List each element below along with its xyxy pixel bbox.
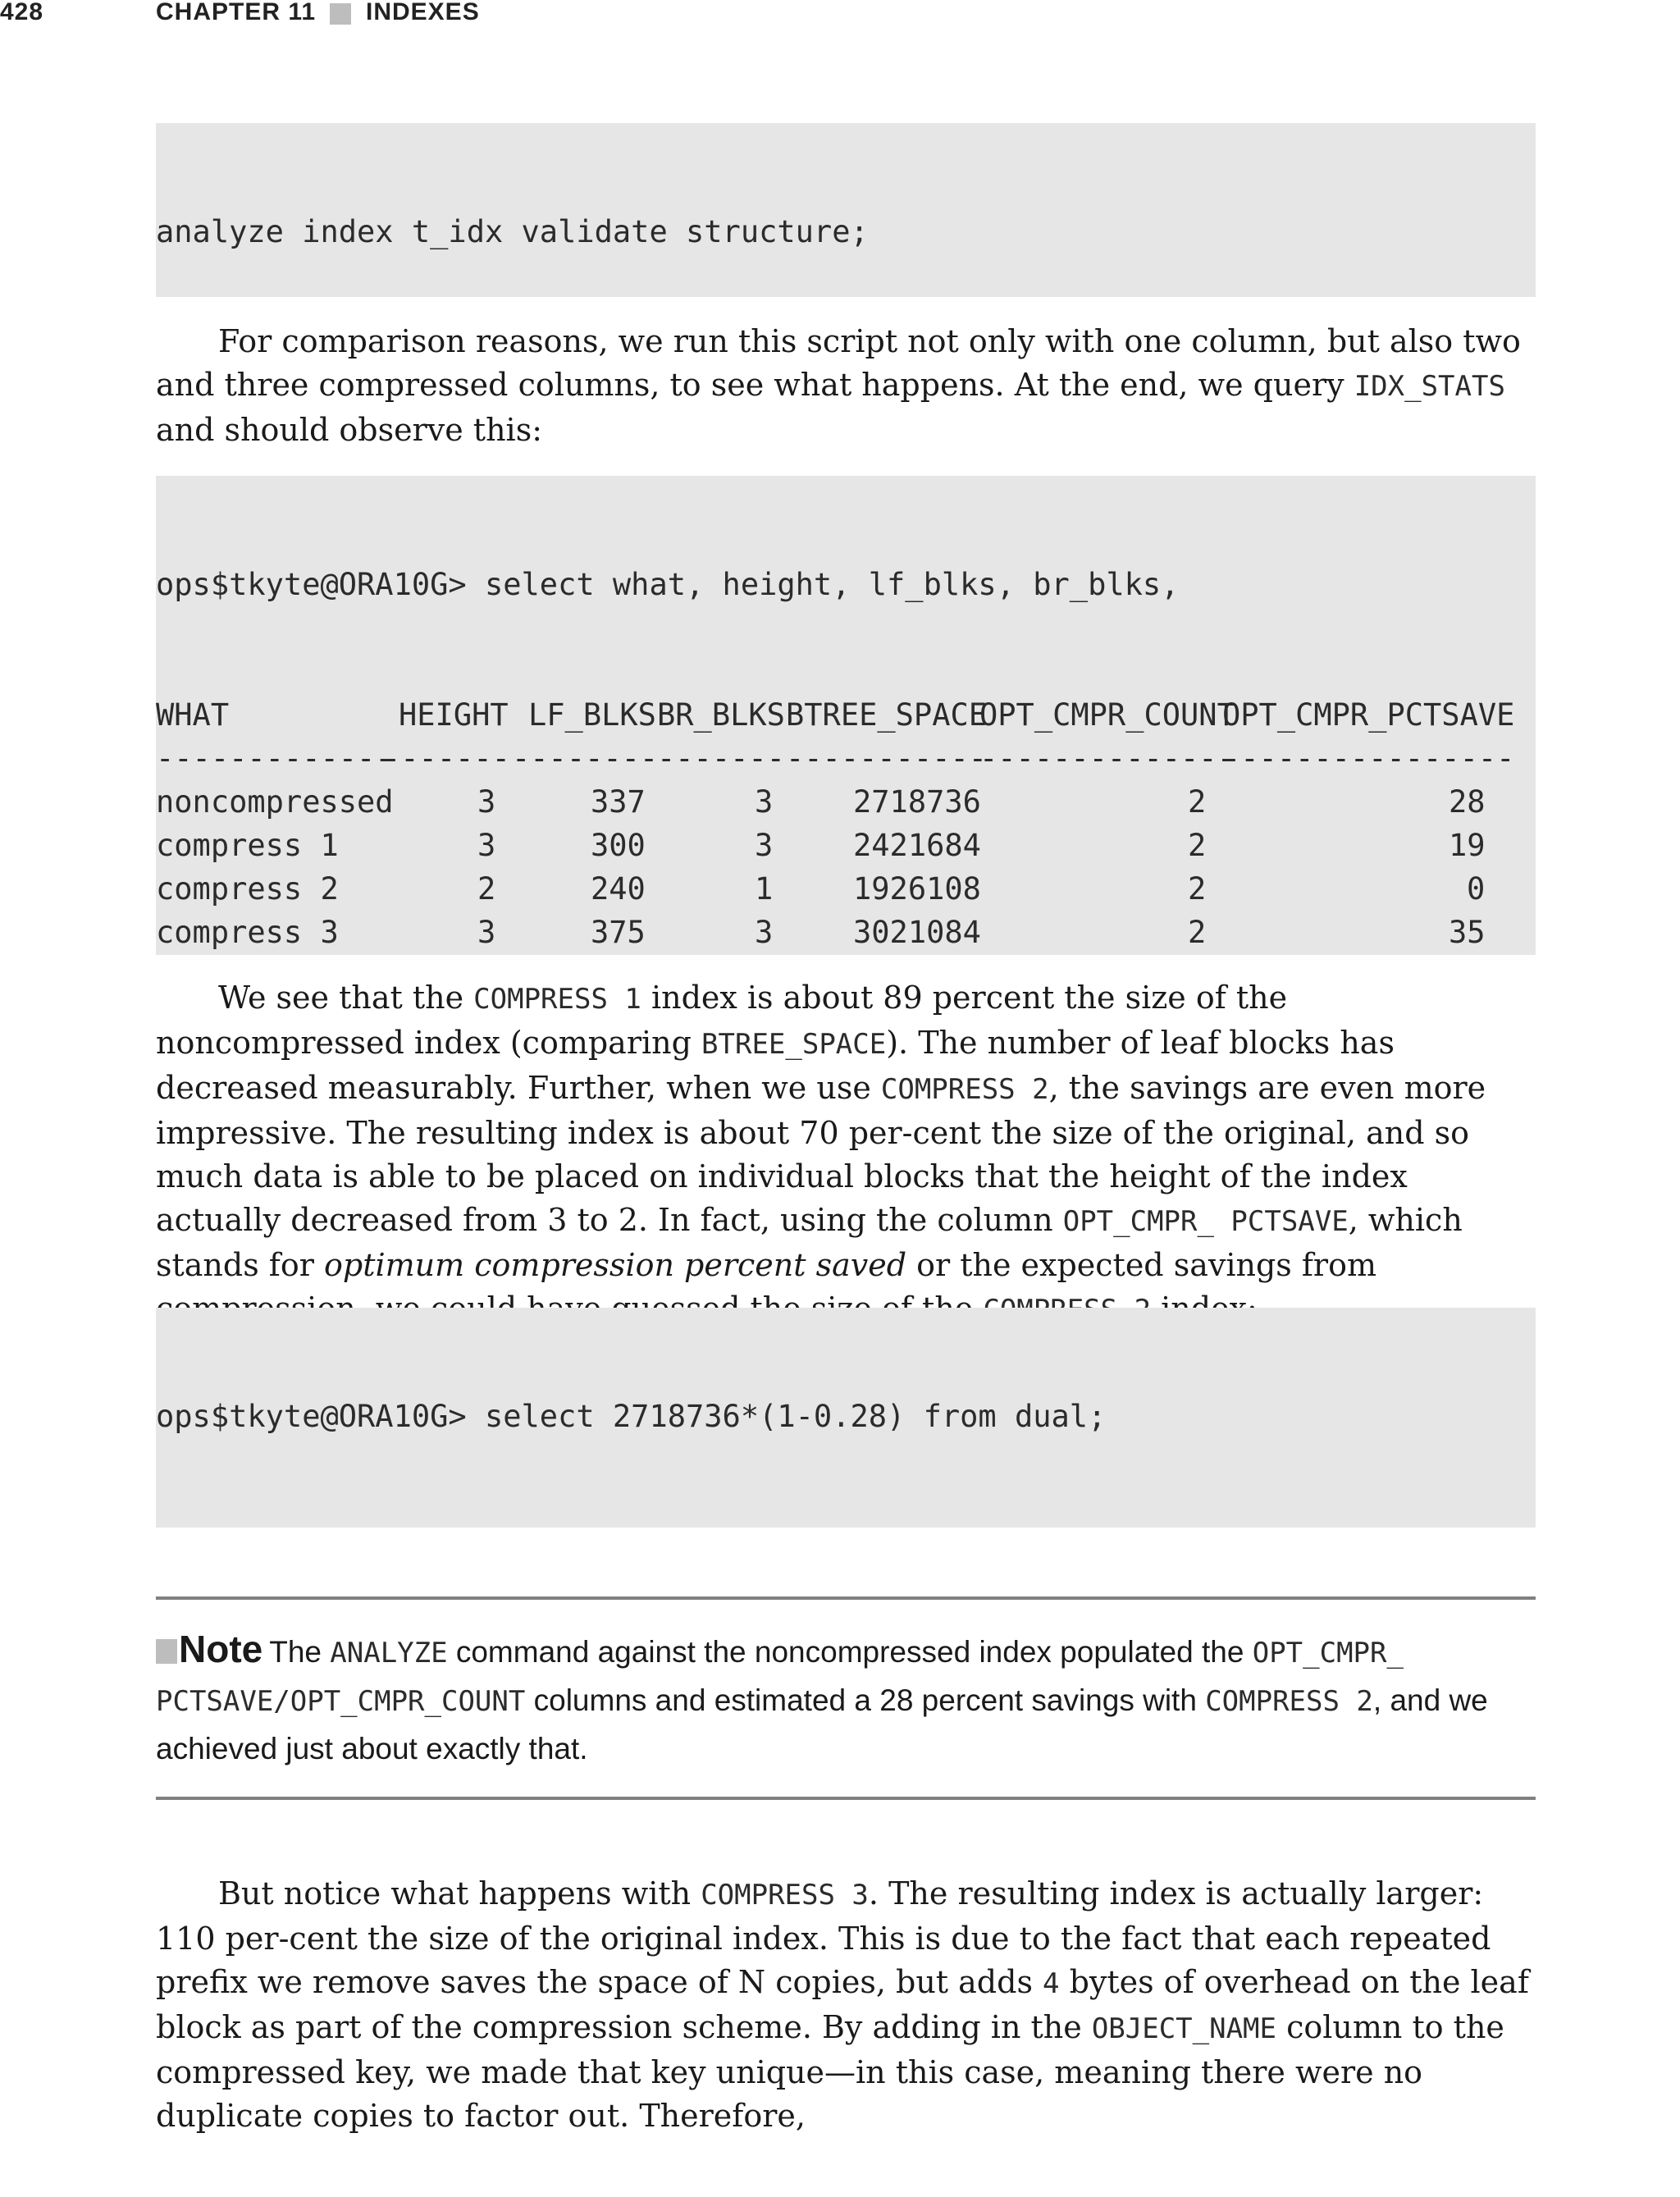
inline-code: 4: [1043, 1967, 1060, 2000]
cell: 1926108: [853, 871, 981, 907]
cell: compress 3: [156, 915, 339, 950]
inline-code: COMPRESS 2: [1205, 1685, 1373, 1718]
cell: 2421684: [853, 828, 981, 863]
column-header: OPT_CMPR_COUNT: [979, 697, 1235, 733]
table-separator-row: [156, 737, 1536, 780]
cell: 375: [591, 915, 646, 950]
cell: 3: [477, 915, 496, 950]
text: , the savings are even more impressive. The resulting index is about 70 per-cent the size of the original, and so much data is able to be placed on individual blocks that the height of the index actually decreased from 3 to 2. In fact, using the column: [156, 1070, 1486, 1238]
text: The: [269, 1635, 331, 1669]
separator: -------: [657, 741, 785, 776]
cell: 2: [1188, 784, 1207, 820]
cell: 3021084: [853, 915, 981, 950]
cell: compress 1: [156, 828, 339, 863]
text: and should observe this:: [156, 412, 543, 448]
inline-code: ANALYZE: [330, 1637, 448, 1669]
cell: 2: [477, 871, 496, 907]
column-header: WHAT: [156, 697, 230, 733]
separator: -----------: [786, 741, 988, 776]
cell: 240: [591, 871, 646, 907]
cell: 2: [1188, 871, 1207, 907]
code-line: ops$tkyte@ORA10G> select what, height, lf_blks, br_blks,: [156, 567, 1180, 602]
column-header: LF_BLKS: [528, 697, 656, 733]
paragraph-compress-analysis: [156, 976, 1536, 1332]
text: or the expected savings from: [916, 1247, 1377, 1283]
cell: 0: [1467, 871, 1486, 907]
text: column to the compressed key, we made that key unique—in this case, meaning there were no duplicate copies to factor out. Therefore,: [156, 2009, 1504, 2134]
cell: 28: [1449, 784, 1486, 820]
note-box: [156, 1626, 1536, 1772]
cell: 337: [591, 784, 646, 820]
table-header-row: [156, 693, 1536, 737]
cell: 300: [591, 828, 646, 863]
text: . The resulting index is actually larger: 110 per-cent the size of the original index. This is due to the fact that each repeated prefix we remove saves the space of N copies, but adds: [156, 1875, 1491, 2000]
text: , and we achieved just about exactly that.: [156, 1683, 1488, 1765]
inline-code: COMPRESS 2: [880, 1073, 1049, 1106]
cell: 3: [477, 784, 496, 820]
text: command against the noncompressed index populated the: [447, 1635, 1253, 1669]
note-bottom-rule: [156, 1797, 1536, 1800]
chapter-label: CHAPTER 11: [156, 0, 317, 25]
text: For comparison reasons, we run this script not only with one column, but also two and three compressed columns, to see what happens. At the end, we query: [156, 323, 1521, 403]
inline-code: OBJECT_NAME: [1091, 2012, 1276, 2045]
column-header: BTREE_SPACE: [786, 697, 988, 733]
inline-code: OPT_CMPR_ PCTSAVE/OPT_CMPR_COUNT: [156, 1637, 1404, 1718]
code-line: ops$tkyte@ORA10G> select 2718736*(1-0.28) from dual;: [156, 1399, 1107, 1434]
separator: ----------------: [1222, 741, 1515, 776]
page-number: 428: [0, 0, 44, 25]
code-line: [156, 1525, 1536, 1528]
cell: 2: [1188, 828, 1207, 863]
column-header: BR_BLKS: [657, 697, 785, 733]
note-top-rule: [156, 1596, 1536, 1600]
text: We see that the: [218, 980, 474, 1016]
cell: 35: [1449, 915, 1486, 950]
chapter-title: INDEXES: [366, 0, 480, 25]
inline-code: COMPRESS 3: [701, 1879, 869, 1912]
cell: 19: [1449, 828, 1486, 863]
inline-code: BTREE_SPACE: [701, 1028, 887, 1061]
table-spacer: [156, 650, 1536, 693]
cell: compress 2: [156, 871, 339, 907]
cell: 2718736: [853, 784, 981, 820]
inline-code: OPT_CMPR_ PCTSAVE: [1062, 1205, 1349, 1238]
table-row: [156, 867, 1536, 911]
text: ). The number of leaf blocks has decreased measurably. Further, when we use: [156, 1025, 1395, 1106]
separator: --------------: [979, 741, 1235, 776]
inline-code: COMPRESS 1: [473, 983, 641, 1016]
cell: 2: [1188, 915, 1207, 950]
inline-code: IDX_STATS: [1354, 370, 1505, 403]
code-block-select-dual: [156, 1308, 1536, 1528]
code-line: analyze index t_idx validate structure;: [156, 214, 869, 249]
text: columns and estimated a 28 percent savings with: [525, 1683, 1206, 1717]
separator: -------: [382, 741, 510, 776]
separator: --------: [512, 741, 659, 776]
emphasis: optimum compression percent saved: [324, 1247, 907, 1283]
text: But notice what happens with: [218, 1875, 701, 1912]
code-block-query: [156, 476, 1536, 650]
text: index is about 89 percent the size of the noncompressed index (comparing: [156, 980, 1288, 1061]
paragraph-compress-3: [156, 1872, 1536, 2138]
table-row: [156, 780, 1536, 824]
header-square-icon: [330, 3, 351, 25]
cell: noncompressed: [156, 784, 394, 820]
column-header: OPT_CMPR_PCTSAVE: [1222, 697, 1515, 733]
result-table: [156, 650, 1536, 955]
paragraph-comparison: [156, 320, 1536, 452]
cell: 3: [755, 784, 774, 820]
table-row: [156, 911, 1536, 954]
running-head: [0, 0, 1680, 33]
note-square-icon: [156, 1639, 177, 1664]
code-block-analyze: [156, 123, 1536, 297]
text: , which stands for: [156, 1202, 1463, 1283]
column-header: HEIGHT: [399, 697, 509, 733]
text: bytes of overhead on the leaf block as part of the compression scheme. By adding in the: [156, 1964, 1529, 2045]
table-row: [156, 824, 1536, 867]
cell: 3: [755, 828, 774, 863]
cell: 1: [755, 871, 774, 907]
note-label: Note: [179, 1628, 263, 1670]
cell: 3: [477, 828, 496, 863]
separator: -------------: [156, 741, 394, 776]
cell: 3: [755, 915, 774, 950]
